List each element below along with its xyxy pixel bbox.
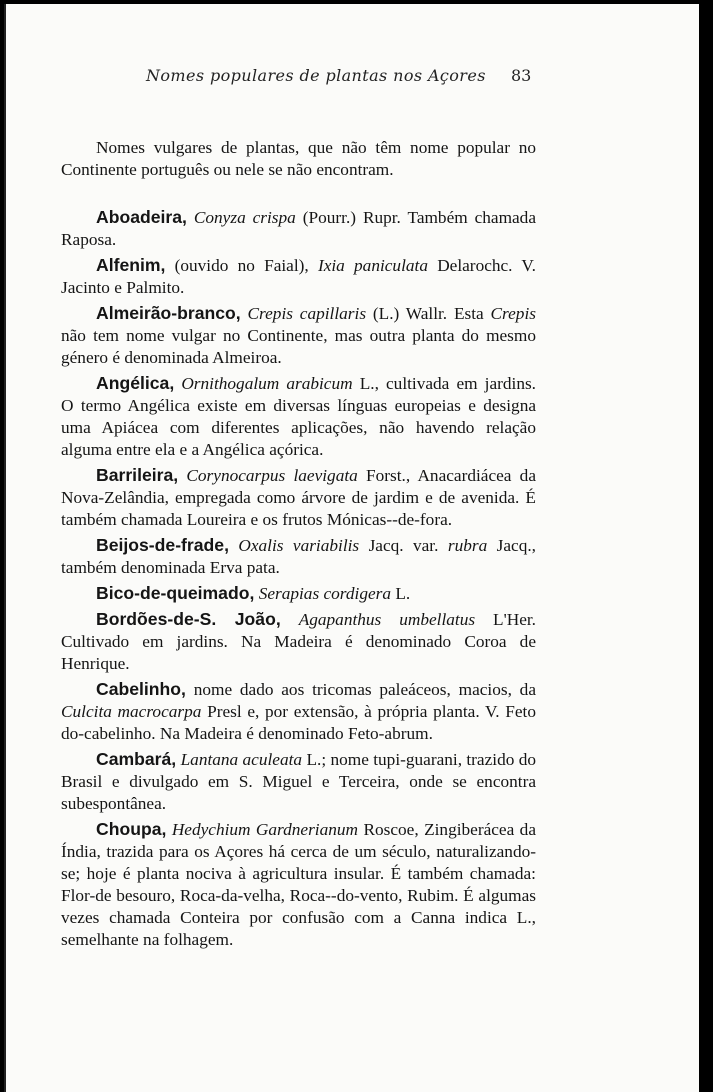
- entry-aboadeira: [61, 206, 536, 251]
- entry-bico-de-queimado: [61, 582, 536, 605]
- entry-text: L'Her. Cultivado em jardins. Na Madeira é denominado Coroa de Henrique.: [61, 610, 536, 673]
- entry-text-secondary: não tem nome vulgar no Continente, mas outra planta do mesmo género é denominada Almeiroa.: [61, 326, 536, 367]
- entry-text: L.: [395, 584, 411, 603]
- entry-text-secondary: Jacq., também denominada Erva pata.: [61, 536, 536, 577]
- scientific-name: Hedychium Gardnerianum: [171, 820, 359, 839]
- scientific-name: Crepis capillaris: [247, 304, 367, 323]
- entry-text: Jacq. var.: [368, 536, 439, 555]
- entry-term: Cabelinho,: [96, 679, 186, 699]
- paper-sheet: [4, 4, 699, 1092]
- scientific-name: Oxalis variabilis: [238, 536, 360, 555]
- entry-choupa: [61, 818, 536, 951]
- entry-text: Delarochc. V. Jacinto e Palmito.: [61, 256, 536, 297]
- page-number: 83: [511, 66, 532, 85]
- entry-term: Alfenim,: [96, 255, 166, 275]
- scientific-name-secondary: rubra: [447, 536, 488, 555]
- entry-pre-text: nome dado aos tricomas paleáceos, macios, da: [193, 680, 536, 699]
- entry-pre-text: (ouvido no Faial),: [174, 256, 309, 275]
- entry-term: Beijos-de-frade,: [96, 535, 229, 555]
- entry-text: L., cultivada em jardins. O termo Angélica existe em diversas línguas europeias e designa uma Apiácea com diferentes aplicações, não havendo relação alguma entre ela e a Angélica açórica.: [61, 374, 537, 459]
- entry-text: (L.) Wallr. Esta: [372, 304, 484, 323]
- scientific-name: Serapias cordigera: [258, 584, 392, 603]
- entry-cabelinho: [61, 678, 536, 745]
- entry-text: Roscoe, Zingiberácea da Índia, trazida para os Açores há cerca de um século, naturalizando-se; hoje é planta nociva à agricultura insular. É também chamada: Flor-de besouro, Roca-da-velha, Roca--do-vento, Rubim. É algumas vezes chamada Conteira por confusão com a Canna indica L., semelhante na folhagem.: [61, 820, 536, 949]
- entry-alfenim: [61, 254, 536, 299]
- scientific-name: Ixia paniculata: [317, 256, 428, 275]
- entry-term: Choupa,: [96, 819, 167, 839]
- entry-term: Barrileira,: [96, 465, 179, 485]
- scientific-name: Culcita macrocarpa: [61, 702, 202, 721]
- scientific-name: Ornithogalum arabicum: [181, 374, 353, 393]
- entry-term: Angélica,: [96, 373, 175, 393]
- scientific-name-secondary: Crepis: [490, 304, 536, 323]
- entries-list: [61, 206, 536, 951]
- intro-text: Nomes vulgares de plantas, que não têm nome popular no Continente português ou nele se não encontram.: [61, 138, 536, 179]
- entry-almeirao-branco: [61, 302, 536, 369]
- intro-paragraph: [61, 137, 536, 181]
- entry-term: Bordões-de-S. João,: [96, 609, 281, 629]
- entry-beijos-de-frade: [61, 534, 536, 579]
- entry-angelica: [61, 372, 536, 461]
- entry-text: (Pourr.) Rupr. Também chamada Raposa.: [61, 208, 536, 249]
- entry-term: Cambará,: [96, 749, 177, 769]
- scientific-name: Corynocarpus laevigata: [186, 466, 358, 485]
- entry-term: Almeirão-branco,: [96, 303, 241, 323]
- entry-term: Bico-de-queimado,: [96, 583, 255, 603]
- running-title: Nomes populares de plantas nos Açores: [146, 66, 486, 85]
- scientific-name: Lantana aculeata: [180, 750, 303, 769]
- entry-text: Presl e, por extensão, à própria planta. V. Feto do-cabelinho. Na Madeira é denominado Feto-abrum.: [61, 702, 536, 743]
- scientific-name: Agapanthus umbellatus: [298, 610, 476, 629]
- entry-cambara: [61, 748, 536, 815]
- entry-text: L.; nome tupi-guarani, trazido do Brasil e divulgado em S. Miguel e Terceira, onde se encontra subespontânea.: [61, 750, 537, 813]
- entry-text: Forst., Anacardiácea da Nova-Zelândia, empregada como árvore de jardim e de avenida. É também chamada Loureira e os frutos Mónicas--de-fora.: [61, 466, 536, 529]
- entry-bordoes-de-s-joao: [61, 608, 536, 675]
- entry-term: Aboadeira,: [96, 207, 187, 227]
- entry-barrileira: [61, 464, 536, 531]
- scientific-name: Conyza crispa: [193, 208, 296, 227]
